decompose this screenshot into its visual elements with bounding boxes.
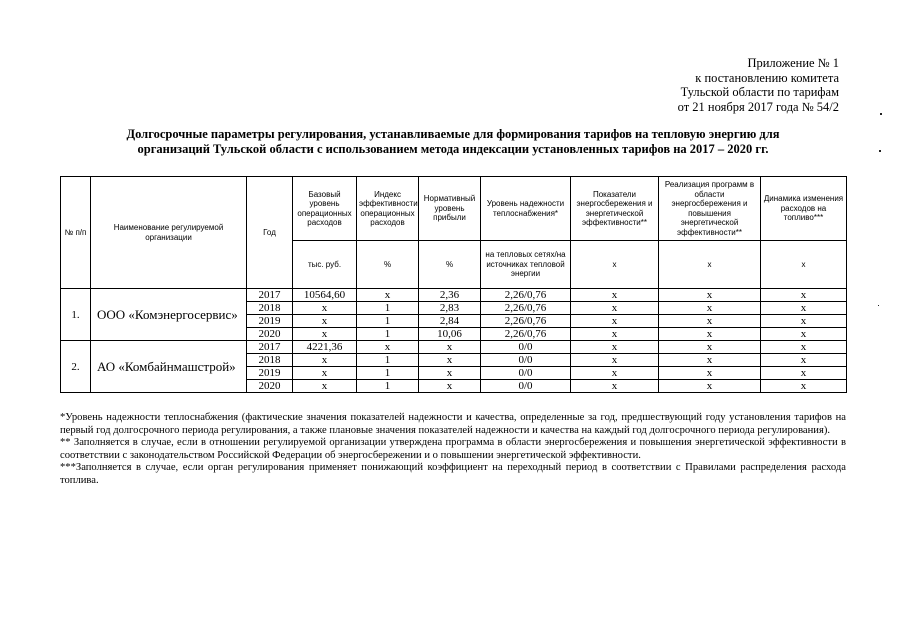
- cell-base: х: [293, 302, 357, 315]
- appendix-line-2: к постановлению комитета: [695, 70, 839, 85]
- header-energy-indicators: Показатели энергосбережения и энергетической эффективности**: [571, 177, 659, 241]
- footnote-energy-program: ** Заполняется в случае, если в отношении регулируемой организации утверждена программа в области энергосбережения и повышения энергетической эффективности в соответствии с законодательством Российской Федерации об энергосбережении и о повышении энергетической эффективности.: [60, 437, 846, 461]
- appendix-line-1: Приложение № 1: [747, 56, 839, 70]
- cell-energy: х: [571, 315, 659, 328]
- cell-profit: 2,36: [419, 289, 481, 302]
- cell-energy: х: [571, 367, 659, 380]
- parameters-table: [60, 176, 847, 393]
- cell-index: 1: [357, 380, 419, 393]
- cell-reliability: 2,26/0,76: [481, 302, 571, 315]
- scan-speck: [879, 150, 881, 152]
- cell-energy: х: [571, 380, 659, 393]
- cell-programs: х: [659, 367, 761, 380]
- cell-index: 1: [357, 315, 419, 328]
- cell-reliability: 0/0: [481, 380, 571, 393]
- cell-index: 1: [357, 302, 419, 315]
- cell-profit: х: [419, 380, 481, 393]
- cell-profit: х: [419, 367, 481, 380]
- cell-year: 2020: [247, 380, 293, 393]
- header-year: Год: [247, 177, 293, 289]
- cell-profit: 2,83: [419, 302, 481, 315]
- appendix-line-3: Тульской области по тарифам: [680, 85, 839, 99]
- org-number: 1.: [61, 289, 91, 341]
- footnotes: [60, 412, 846, 488]
- unit-base: тыс. руб.: [293, 241, 357, 289]
- cell-reliability: 2,26/0,76: [481, 328, 571, 341]
- header-profit-level: Нормативный уровень прибыли: [419, 177, 481, 241]
- cell-energy: х: [571, 289, 659, 302]
- unit-fuel: х: [761, 241, 847, 289]
- cell-base: х: [293, 380, 357, 393]
- cell-fuel: х: [761, 380, 847, 393]
- cell-fuel: х: [761, 354, 847, 367]
- cell-year: 2018: [247, 302, 293, 315]
- cell-reliability: 0/0: [481, 367, 571, 380]
- unit-programs: х: [659, 241, 761, 289]
- cell-index: 1: [357, 328, 419, 341]
- cell-fuel: х: [761, 302, 847, 315]
- cell-programs: х: [659, 328, 761, 341]
- cell-programs: х: [659, 341, 761, 354]
- appendix-block: [678, 56, 839, 114]
- cell-fuel: х: [761, 315, 847, 328]
- cell-index: 1: [357, 367, 419, 380]
- footnote-fuel: ***Заполняется в случае, если орган регулирования применяет понижающий коэффициент на переходный период в соответствии с Правилами распределения расхода топлива.: [60, 462, 846, 486]
- org-name: АО «Комбайнмашстрой»: [91, 341, 247, 393]
- cell-profit: 10,06: [419, 328, 481, 341]
- cell-year: 2019: [247, 367, 293, 380]
- cell-programs: х: [659, 302, 761, 315]
- cell-year: 2017: [247, 289, 293, 302]
- cell-index: х: [357, 289, 419, 302]
- org-name: ООО «Комэнергосервис»: [91, 289, 247, 341]
- header-num: № п/п: [61, 177, 91, 289]
- cell-energy: х: [571, 328, 659, 341]
- org-number: 2.: [61, 341, 91, 393]
- unit-reliability: на тепловых сетях/на источниках тепловой энергии: [481, 241, 571, 289]
- title-line-1: Долгосрочные параметры регулирования, устанавливаемые для формирования тарифов на тепловую энергию для: [126, 127, 780, 141]
- cell-programs: х: [659, 380, 761, 393]
- cell-year: 2018: [247, 354, 293, 367]
- cell-index: х: [357, 341, 419, 354]
- cell-energy: х: [571, 354, 659, 367]
- cell-base: х: [293, 367, 357, 380]
- cell-base: х: [293, 328, 357, 341]
- cell-profit: 2,84: [419, 315, 481, 328]
- title-line-2: организаций Тульской области с использованием метода индексации установленных тарифов на 2017 – 2020 гг.: [137, 142, 769, 156]
- unit-index: %: [357, 241, 419, 289]
- cell-energy: х: [571, 341, 659, 354]
- cell-profit: х: [419, 341, 481, 354]
- cell-year: 2019: [247, 315, 293, 328]
- cell-energy: х: [571, 302, 659, 315]
- cell-fuel: х: [761, 341, 847, 354]
- unit-profit: %: [419, 241, 481, 289]
- cell-programs: х: [659, 354, 761, 367]
- header-base-level: Базовый уровень операционных расходов: [293, 177, 357, 241]
- scan-speck: [880, 113, 882, 115]
- cell-base: х: [293, 315, 357, 328]
- cell-reliability: 0/0: [481, 341, 571, 354]
- cell-index: 1: [357, 354, 419, 367]
- cell-reliability: 2,26/0,76: [481, 315, 571, 328]
- cell-year: 2020: [247, 328, 293, 341]
- header-org-name: Наименование регулируемой организации: [91, 177, 247, 289]
- cell-reliability: 0/0: [481, 354, 571, 367]
- footnote-reliability: *Уровень надежности теплоснабжения (фактические значения показателей надежности и качества, определенные за год, предшествующий году установления тарифов на первый год долгосрочного периода регулирования, а также плановые значения показателей надежности и качества на каждый год долгосрочного периода регулирования).: [60, 412, 846, 436]
- cell-profit: х: [419, 354, 481, 367]
- document-title: [60, 127, 846, 157]
- cell-base: 4221,36: [293, 341, 357, 354]
- table-row: [61, 341, 847, 354]
- cell-base: х: [293, 354, 357, 367]
- header-efficiency-index: Индекс эффективности операционных расходов: [357, 177, 419, 241]
- cell-fuel: х: [761, 328, 847, 341]
- header-reliability: Уровень надежности теплоснабжения*: [481, 177, 571, 241]
- cell-programs: х: [659, 289, 761, 302]
- cell-reliability: 2,26/0,76: [481, 289, 571, 302]
- table-row: [61, 289, 847, 302]
- cell-base: 10564,60: [293, 289, 357, 302]
- header-fuel-dynamics: Динамика изменения расходов на топливо***: [761, 177, 847, 241]
- cell-fuel: х: [761, 367, 847, 380]
- unit-energy: х: [571, 241, 659, 289]
- header-programs: Реализация программ в области энергосбережения и повышения энергетической эффективности**: [659, 177, 761, 241]
- appendix-line-4: от 21 ноября 2017 года № 54/2: [677, 99, 839, 114]
- cell-year: 2017: [247, 341, 293, 354]
- cell-fuel: х: [761, 289, 847, 302]
- cell-programs: х: [659, 315, 761, 328]
- scan-speck: [878, 305, 879, 306]
